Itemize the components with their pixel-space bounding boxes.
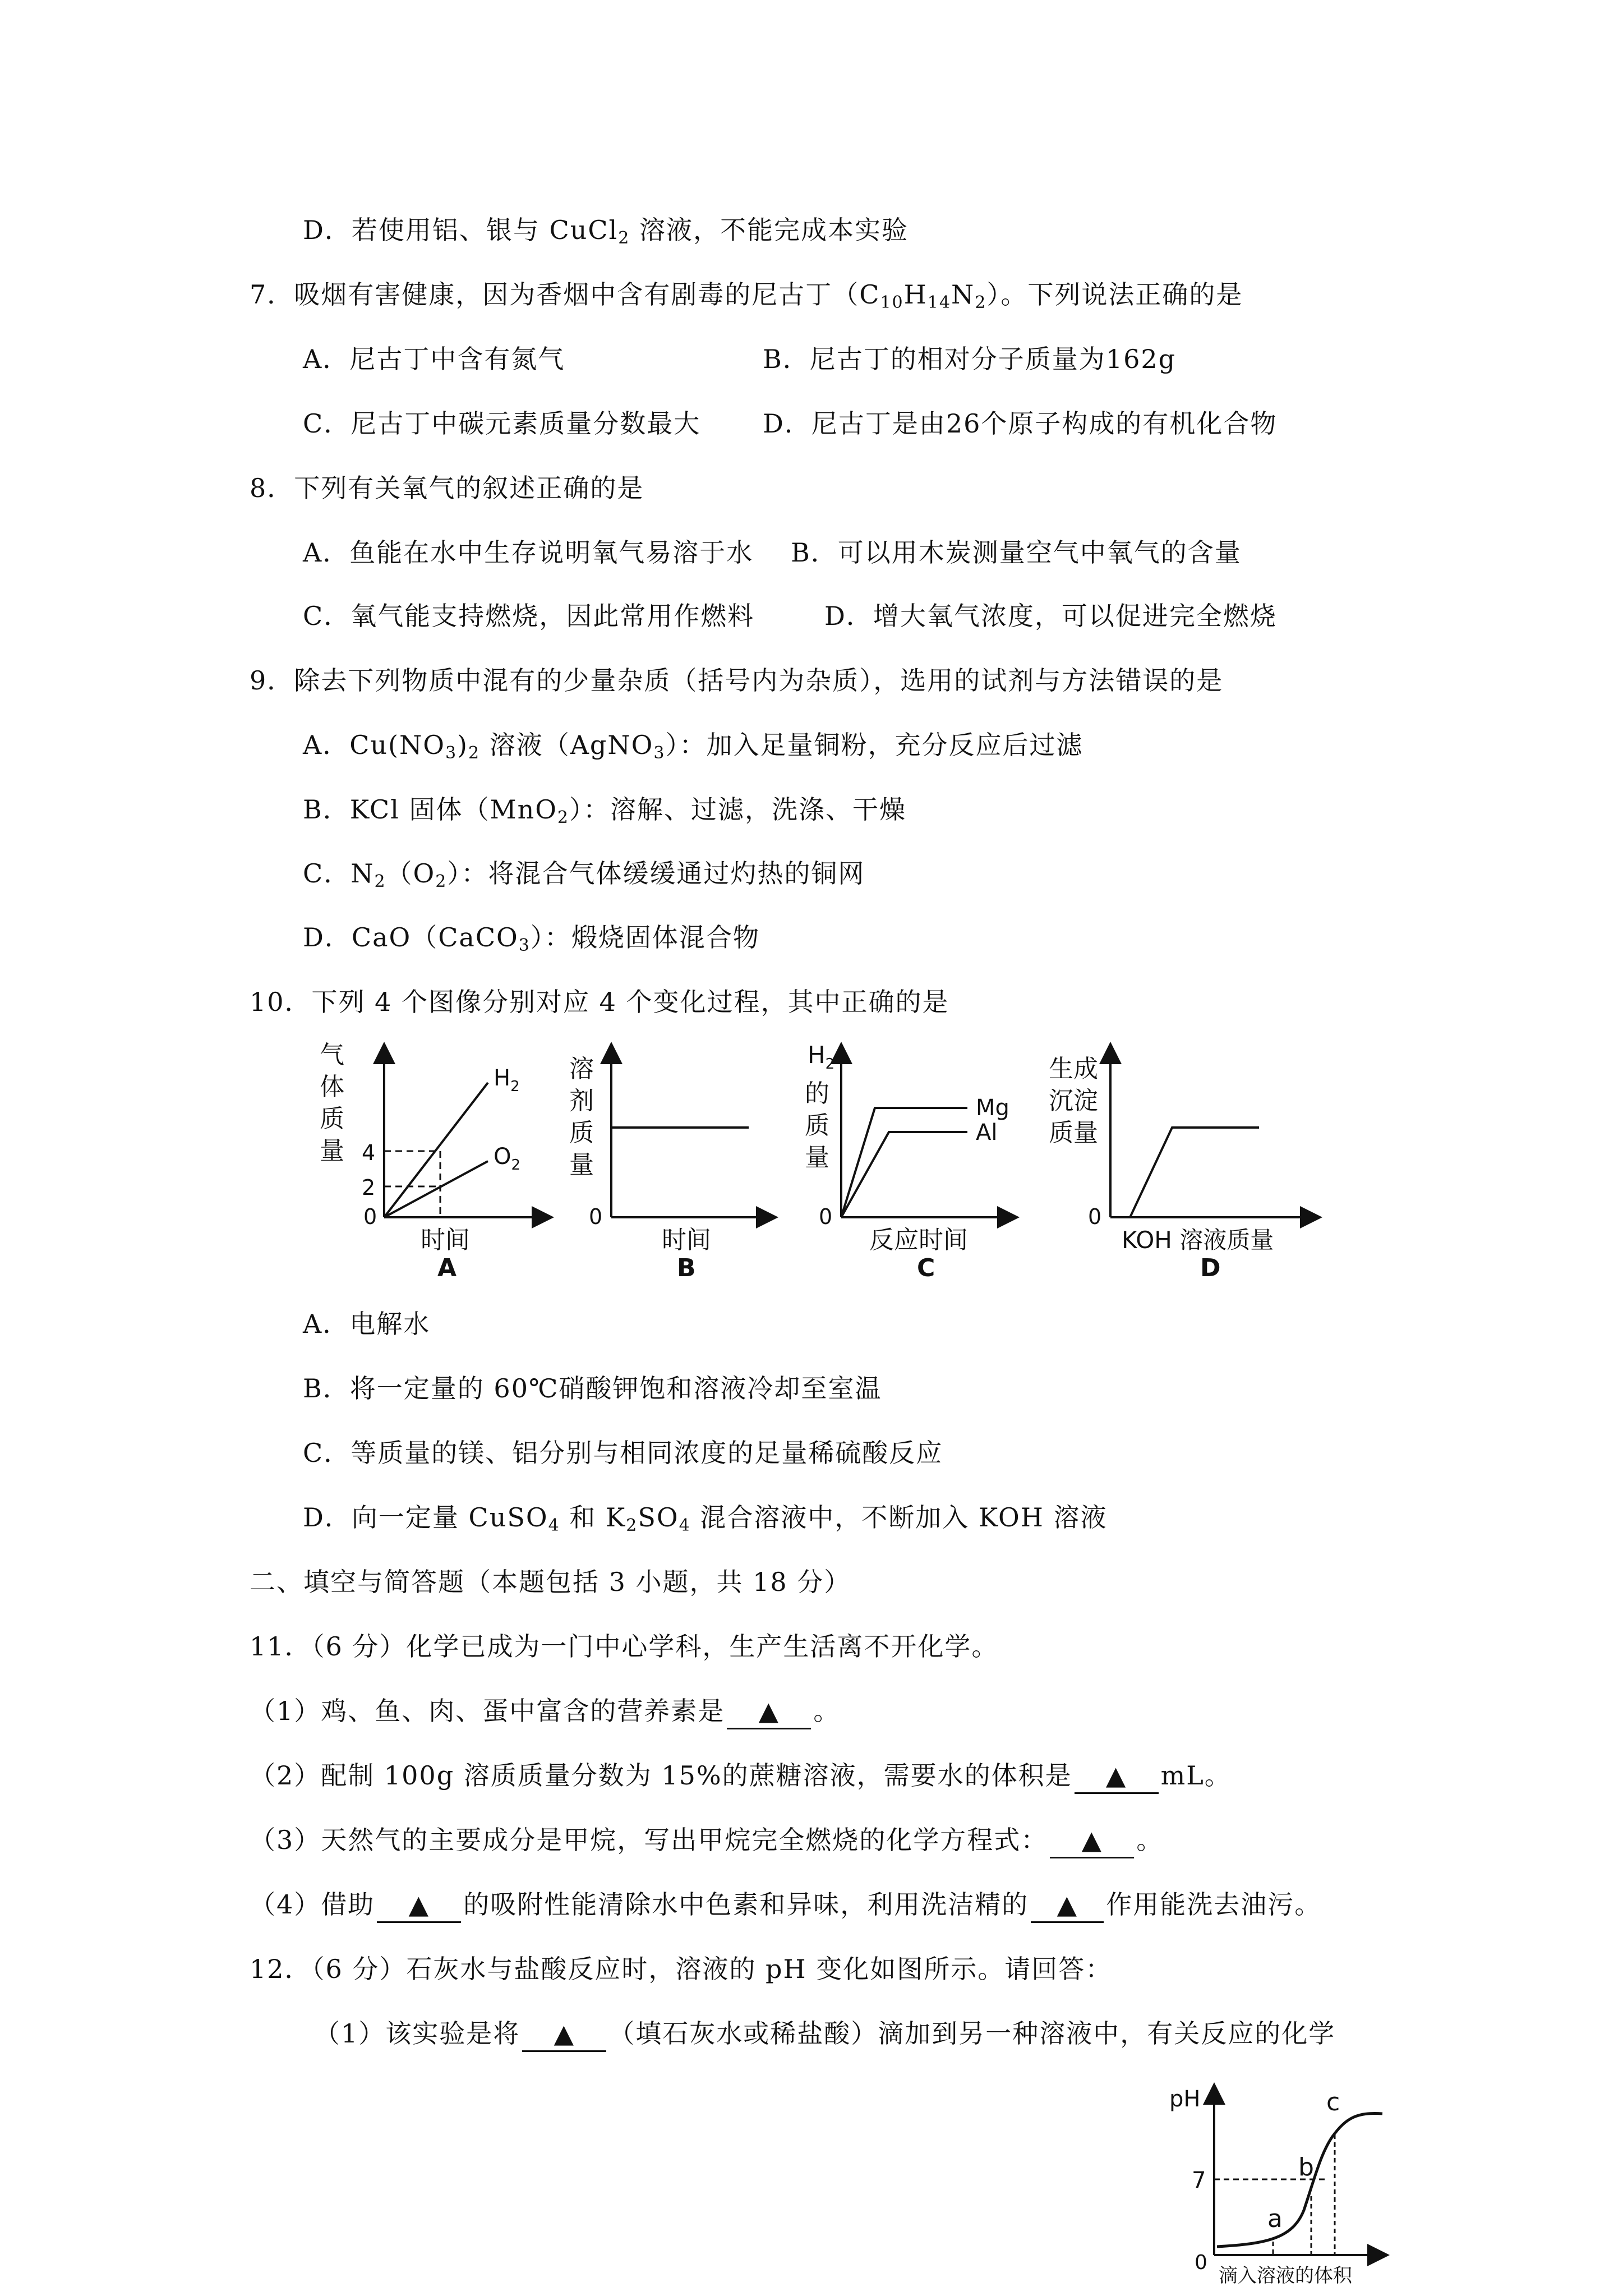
q7-stem: 7．吸烟有害健康，因为香烟中含有剧毒的尼古丁$(C_{10}H_{14}N_2)$。下列说法正确的是 bbox=[250, 279, 1243, 312]
q11-part-3: （3）天然气的主要成分是甲烷，写出甲烷完全燃烧的化学方程式： ▲ 。 bbox=[250, 1823, 1163, 1858]
q11-part-4: （4）借助 ▲ 的吸附性能清除水中色素和异味，利用洗洁精的 ▲ 作用能洗去油污。 bbox=[250, 1888, 1321, 1923]
graph-c-mg-label: Mg bbox=[976, 1095, 1009, 1121]
graph-d-xlabel: KOH 溶液质量 bbox=[1122, 1226, 1274, 1254]
graph-d-zero: 0 bbox=[1088, 1204, 1102, 1229]
graph-b-ylabel-2: 剂 bbox=[569, 1087, 594, 1115]
q8-option-d: D．增大氧气浓度，可以促进完全燃烧 bbox=[824, 601, 1277, 631]
q6-option-d: D．若使用铝、银与 CuCl$_2$ 溶液，不能完成本实验 bbox=[303, 215, 909, 248]
graph-a-h2-label: $H_2$ bbox=[494, 1065, 520, 1095]
q9-option-b: B．KCl 固体（MnO$_2$）：溶解、过滤，洗涤、干燥 bbox=[303, 794, 906, 827]
graph-c-zero: 0 bbox=[819, 1204, 833, 1229]
q11-blank-4[interactable]: ▲ bbox=[377, 1888, 461, 1923]
graph-c-ylabel-3: 量 bbox=[805, 1143, 829, 1172]
q7-option-b: B．尼古丁的相对分子质量为162g bbox=[763, 344, 1177, 374]
graph-c-xlabel: 反应时间 bbox=[869, 1226, 968, 1254]
graph-a-ylabel-3: 质 bbox=[320, 1105, 344, 1133]
q8-option-a: A．鱼能在水中生存说明氧气易溶于水 bbox=[303, 537, 754, 568]
ph-graph-ylabel: pH bbox=[1169, 2086, 1201, 2112]
q7-option-a: A．尼古丁中含有氮气 bbox=[303, 344, 565, 374]
q11-blank-5[interactable]: ▲ bbox=[1031, 1888, 1104, 1923]
q10-graphs bbox=[314, 1032, 1324, 1279]
q10-option-a: A．电解水 bbox=[303, 1309, 431, 1339]
graph-d bbox=[1049, 1046, 1318, 1279]
graph-a-ylabel-1: 气 bbox=[320, 1041, 344, 1069]
q12-blank-1[interactable]: ▲ bbox=[522, 2017, 606, 2052]
graph-a-ylabel-4: 量 bbox=[320, 1137, 344, 1165]
q8-option-b: B．可以用木炭测量空气中氧气的含量 bbox=[791, 537, 1242, 568]
q11-part-1: （1）鸡、鱼、肉、蛋中富含的营养素是 ▲ 。 bbox=[250, 1694, 840, 1729]
graph-b-zero: 0 bbox=[589, 1204, 603, 1229]
graph-b-ylabel-1: 溶 bbox=[569, 1055, 594, 1083]
q12-part-1: （1）该实验是将 ▲ （填石灰水或稀盐酸）滴加到另一种溶液中，有关反应的化学 bbox=[314, 2017, 1335, 2052]
graph-b bbox=[569, 1046, 774, 1279]
graph-a-letter: A bbox=[437, 1254, 457, 1279]
ph-graph bbox=[1161, 2076, 1396, 2289]
graph-a-ylabel-2: 体 bbox=[320, 1073, 344, 1101]
q9-option-c: C．$N_2(O_2)$：将混合气体缓缓通过灼热的铜网 bbox=[303, 858, 865, 891]
graph-a-xlabel: 时间 bbox=[421, 1226, 470, 1254]
ph-graph-point-a: a bbox=[1267, 2205, 1283, 2233]
q9-stem: 9．除去下列物质中混有的少量杂质（括号内为杂质），选用的试剂与方法错误的是 bbox=[250, 665, 1224, 696]
ph-graph-xlabel: 滴入溶液的体积 bbox=[1219, 2265, 1352, 2287]
q10-option-c: C．等质量的镁、铝分别与相同浓度的足量稀硫酸反应 bbox=[303, 1438, 943, 1468]
graph-c bbox=[805, 1041, 1015, 1279]
q9-option-a: A．$Cu(NO_3)_2$ 溶液（AgNO$_3$）：加入足量铜粉，充分反应后过滤 bbox=[303, 730, 1083, 763]
q8-option-c: C．氧气能支持燃烧，因此常用作燃料 bbox=[303, 601, 755, 631]
graph-b-xlabel: 时间 bbox=[662, 1226, 711, 1254]
graph-a-zero: 0 bbox=[363, 1204, 377, 1229]
ph-graph-point-c: c bbox=[1326, 2088, 1340, 2116]
ph-graph-tick-7: 7 bbox=[1192, 2168, 1206, 2193]
graph-c-ylabel-2: 质 bbox=[805, 1111, 829, 1140]
graph-c-al-label: Al bbox=[976, 1120, 998, 1145]
graph-a-h2-line bbox=[384, 1083, 488, 1217]
q7-option-d: D．尼古丁是由26个原子构成的有机化合物 bbox=[763, 408, 1278, 439]
q10-stem: 10．下列 4 个图像分别对应 4 个变化过程，其中正确的是 bbox=[250, 987, 949, 1017]
q11-blank-1[interactable]: ▲ bbox=[727, 1694, 811, 1729]
graph-b-ylabel-3: 质 bbox=[569, 1119, 594, 1147]
graph-c-mg-line bbox=[841, 1108, 967, 1217]
graph-b-ylabel-4: 量 bbox=[569, 1151, 594, 1179]
graph-b-letter: B bbox=[677, 1254, 696, 1279]
q10-option-b: B．将一定量的 60℃硝酸钾饱和溶液冷却至室温 bbox=[303, 1373, 882, 1404]
graph-a-tick-2: 2 bbox=[362, 1175, 376, 1200]
graph-c-ylabel-h2: $H_2$ bbox=[808, 1041, 835, 1073]
graph-d-ylabel-2: 沉淀 bbox=[1049, 1087, 1098, 1115]
q7-option-c: C．尼古丁中碳元素质量分数最大 bbox=[303, 408, 701, 439]
q11-stem: 11．（6 分）化学已成为一门中心学科，生产生活离不开化学。 bbox=[250, 1631, 999, 1662]
graph-d-line bbox=[1130, 1128, 1259, 1217]
q9-option-d: D．CaO（CaCO$_3$）：煅烧固体混合物 bbox=[303, 922, 760, 955]
graph-d-ylabel-1: 生成 bbox=[1049, 1055, 1098, 1083]
graph-a-tick-4: 4 bbox=[362, 1140, 376, 1165]
q12-stem: 12．（6 分）石灰水与盐酸反应时，溶液的 pH 变化如图所示。请回答： bbox=[250, 1954, 1113, 1984]
graph-c-ylabel-1: 的 bbox=[805, 1079, 829, 1108]
graph-c-letter: C bbox=[917, 1254, 935, 1279]
q11-part-2: （2）配制 100g 溶质质量分数为 15%的蔗糖溶液，需要水的体积是 ▲ mL。 bbox=[250, 1759, 1232, 1794]
ph-graph-zero: 0 bbox=[1195, 2251, 1207, 2274]
graph-a bbox=[320, 1041, 550, 1279]
ph-graph-point-b: b bbox=[1298, 2153, 1314, 2182]
q8-stem: 8．下列有关氧气的叙述正确的是 bbox=[250, 473, 644, 503]
graph-d-letter: D bbox=[1200, 1254, 1221, 1279]
graph-c-al-line bbox=[841, 1132, 967, 1217]
q11-blank-3[interactable]: ▲ bbox=[1050, 1823, 1134, 1858]
graph-a-o2-label: $O_2$ bbox=[494, 1144, 521, 1174]
graph-d-ylabel-3: 质量 bbox=[1049, 1119, 1098, 1147]
section2-title: 二、填空与简答题（本题包括 3 小题，共 18 分） bbox=[250, 1567, 851, 1597]
q11-blank-2[interactable]: ▲ bbox=[1075, 1759, 1159, 1794]
graph-a-o2-line bbox=[384, 1161, 488, 1217]
q10-option-d: D．向一定量 CuSO$_4$ 和 $K_2SO_4$ 混合溶液中，不断加入 KOH 溶液 bbox=[303, 1502, 1108, 1535]
